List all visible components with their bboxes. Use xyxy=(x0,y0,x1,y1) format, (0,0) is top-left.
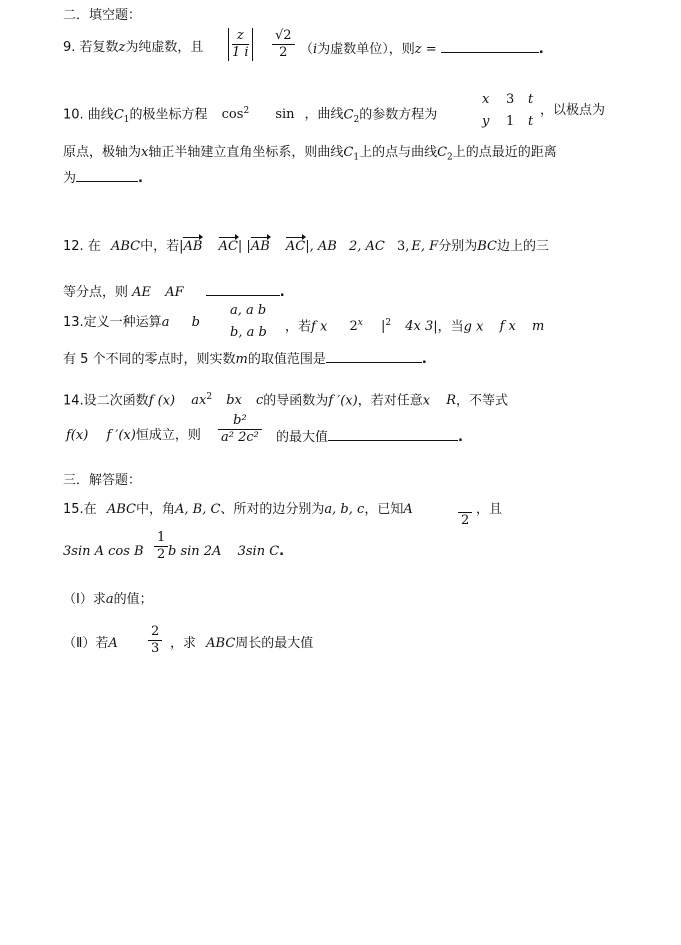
q10-c1: C xyxy=(113,107,124,123)
q15-eq-a: 3sin A cos B xyxy=(63,544,144,559)
q12-ae: AE xyxy=(132,285,152,300)
q13-p1: 2 xyxy=(349,319,358,335)
q14-tail xyxy=(276,428,463,446)
section-heading-fill-in: 二．填空题： xyxy=(63,8,142,23)
q12-t4: 边上的三 xyxy=(496,239,549,254)
q10-cos: cos xyxy=(221,107,244,123)
section-heading-answer: 三．解答题： xyxy=(63,473,142,488)
q10-sq: 2 xyxy=(243,106,250,116)
q13-p2: 2 xyxy=(385,318,392,328)
q13-end: . xyxy=(421,352,427,367)
q9-tail xyxy=(300,40,544,58)
q9-frac-num: z xyxy=(232,28,249,45)
q14-line2c: 恒成立，则 xyxy=(135,428,201,443)
q15-t2: 、所对的边分别为 xyxy=(220,502,325,517)
q10-t4: ，以极点为 xyxy=(540,103,606,118)
q15-t3: ，已知 xyxy=(364,502,404,517)
q15-part2A: A xyxy=(108,636,118,651)
q12-vec-ab: AB xyxy=(183,239,203,254)
q13-line2m: m xyxy=(235,352,248,367)
q15-t4: ，且 xyxy=(476,502,503,517)
q15-part2-num: 2 xyxy=(148,624,162,641)
q10-sys-1: 1 xyxy=(506,114,515,129)
q12-end: . xyxy=(279,285,285,300)
q14-end: . xyxy=(458,430,463,445)
q12-v3: 3, xyxy=(397,239,410,254)
q15-lead: 15.在 xyxy=(63,502,97,517)
q12-line2-text: 等分点，则 xyxy=(63,285,129,300)
q13-b: b xyxy=(191,315,200,330)
q15-eq-fraction xyxy=(154,530,168,563)
q13-g: g x xyxy=(463,319,484,335)
q9-end: . xyxy=(538,42,544,57)
q14-bx: bx xyxy=(226,393,242,409)
q10-param-system xyxy=(482,92,542,128)
q13-t1: ，若 xyxy=(285,319,312,335)
q12-line2 xyxy=(63,283,285,301)
q12-mid: | | xyxy=(237,239,251,254)
q10-sys-t: t xyxy=(528,92,534,107)
q15-A: A xyxy=(403,502,413,517)
q14-num: b² xyxy=(218,413,262,430)
q13-piecewise xyxy=(230,303,286,339)
q10-c1sub: 1 xyxy=(123,114,130,125)
q10-sys-t2: t xyxy=(528,114,534,129)
q10-sys-y: y xyxy=(482,114,490,129)
q15-fden: 2 xyxy=(461,513,470,528)
q15-t1: 中，角 xyxy=(135,502,175,517)
q15-angles: A, B, C xyxy=(174,502,221,517)
q10-line2b: 轴正半轴建立直角坐标系，则曲线 xyxy=(148,145,344,160)
q10-line2 xyxy=(63,145,557,166)
q12-t3: 分别为 xyxy=(438,239,478,254)
q12-bc: BC xyxy=(477,239,497,254)
q13-line2a: 有 5 个不同的零点时，则实数 xyxy=(63,352,236,367)
q15-part2abc: ABC xyxy=(206,636,236,651)
q13-f2: f x xyxy=(499,319,516,335)
q14-lead: 14.设二次函数 xyxy=(63,393,149,409)
q12-lead: 12. 在 xyxy=(63,239,101,254)
q10-t1: 的极坐标方程 xyxy=(129,107,208,123)
q9-answer-blank xyxy=(441,40,539,53)
q14-poly: ax xyxy=(191,393,207,409)
q13-rest xyxy=(285,315,544,335)
q14-line2 xyxy=(66,428,201,444)
q13-x: x xyxy=(357,318,363,328)
q15-part1v: a xyxy=(105,592,114,607)
q9-rhs-num: √2 xyxy=(272,28,295,45)
q10-lead: 10. 曲线 xyxy=(63,107,114,123)
q15-part1a: （Ⅰ）求 xyxy=(63,592,106,607)
q15-part2-rest xyxy=(170,636,313,652)
question-14 xyxy=(63,389,508,409)
q10-line2-c2sub: 2 xyxy=(447,152,453,163)
q14-line2b: f ′(x) xyxy=(106,428,136,443)
q10-line2a: 原点，极轴为 xyxy=(63,145,142,160)
q15-part2b: ，求 xyxy=(170,636,197,651)
q10-line2x: x xyxy=(141,145,149,160)
q15-eq-end: . xyxy=(279,544,285,559)
q10-c2sub: 2 xyxy=(353,114,360,125)
q15-equation xyxy=(63,544,144,560)
question-15 xyxy=(63,502,413,518)
q9-z: z xyxy=(118,40,126,55)
q14-r: R xyxy=(446,393,456,409)
q9-eq: = xyxy=(425,42,437,57)
q9-rhs-den: 2 xyxy=(279,45,288,60)
q12-af: AF xyxy=(165,285,184,300)
q12-answer-blank xyxy=(206,283,280,296)
q13-bot: b, a b xyxy=(230,325,267,340)
q15-part2 xyxy=(63,636,118,652)
q14-t3: ，不等式 xyxy=(455,393,508,409)
q13-t2: ，当 xyxy=(437,319,464,335)
q14-line2a: f(x) xyxy=(66,428,89,443)
q12-abc: ABC xyxy=(110,239,141,254)
q10-sys-3: 3 xyxy=(506,92,515,107)
q13-p3: 4x 3 xyxy=(405,319,434,335)
q14-sq: 2 xyxy=(206,392,213,402)
q15-sides: a, b, c xyxy=(324,502,365,517)
q12-t1: 中，若| xyxy=(140,239,184,254)
q12-t2: |, AB xyxy=(305,239,337,254)
q14-x: x xyxy=(422,393,431,409)
question-9 xyxy=(63,40,203,56)
q9-rhs-fraction xyxy=(272,28,295,61)
q15-part1 xyxy=(63,592,153,608)
q9-z2: z xyxy=(414,42,422,57)
q10-c2: C xyxy=(343,107,354,123)
q12-ef: E, F xyxy=(411,239,439,254)
q15-abc: ABC xyxy=(106,502,136,517)
q15-part2-den: 3 xyxy=(151,641,160,656)
q15-frac xyxy=(458,496,472,529)
q15-part1b: 的值； xyxy=(113,592,153,607)
q9-i: i xyxy=(313,42,318,57)
q14-den: a² 2c² xyxy=(221,430,259,445)
q10-answer-blank xyxy=(76,169,138,182)
q15-eq-b: b sin 2A xyxy=(168,544,222,559)
q12-vec-ab2: AB xyxy=(250,239,270,254)
q13-line2b: 的取值范围是 xyxy=(247,352,326,367)
q10-line2d: 上的点最近的距离 xyxy=(452,145,557,160)
q12-vec-ac: AC xyxy=(218,239,238,254)
q14-c: c xyxy=(256,393,264,409)
q10-sys-x: x xyxy=(482,92,490,107)
q9-paren: （ xyxy=(300,42,314,57)
q13-bar2: | xyxy=(433,319,438,335)
q9-lead: 9. 若复数 xyxy=(63,40,119,55)
q9-note: 为虚数单位），则 xyxy=(317,42,415,57)
q9-abs-fraction xyxy=(228,28,253,61)
q15-part2-fraction xyxy=(148,624,162,657)
q10-line2-c1: C xyxy=(343,145,354,160)
question-12 xyxy=(63,239,549,255)
q10-t2: ，曲线 xyxy=(304,107,344,123)
question-10 xyxy=(63,103,437,128)
q10-sin: sin xyxy=(275,107,295,123)
q10-end: . xyxy=(138,171,143,186)
q10-line3 xyxy=(63,169,143,187)
q14-answer-blank xyxy=(328,428,458,441)
question-13 xyxy=(63,315,200,331)
q13-f: f x xyxy=(311,319,328,335)
q13-lead: 13.定义一种运算 xyxy=(63,315,162,330)
q14-fx: f (x) xyxy=(148,393,176,409)
q15-part2a: （Ⅱ）若 xyxy=(63,636,109,651)
q12-v2: 2, AC xyxy=(349,239,385,254)
q14-fpx: f ′(x) xyxy=(328,393,358,409)
q15-eq-num: 1 xyxy=(154,530,168,547)
q15-part2c: 周长的最大值 xyxy=(235,636,314,651)
q13-bar: | xyxy=(380,319,386,335)
q14-line2d: 的最大值 xyxy=(276,430,329,445)
q14-fraction xyxy=(218,413,262,446)
q15-eq-rest xyxy=(168,544,284,560)
q14-t1: 的导函数为 xyxy=(263,393,329,409)
q13-answer-blank xyxy=(326,350,422,363)
q10-line2-c2: C xyxy=(437,145,448,160)
q10-line3-text: 为 xyxy=(63,171,77,186)
q12-vec-ac2: AC xyxy=(285,239,306,254)
q10-line2c: 上的点与曲线 xyxy=(359,145,438,160)
q15-eq-den: 2 xyxy=(157,547,166,562)
q10-line2-c1sub: 1 xyxy=(353,152,360,163)
q13-top: a, a b xyxy=(230,303,267,318)
q9-mid: 为纯虚数，且 xyxy=(125,40,204,55)
q9-frac-den: 1 i xyxy=(232,45,249,60)
q14-t2: ，若对任意 xyxy=(357,393,423,409)
q13-m: m xyxy=(531,319,545,335)
q13-a: a xyxy=(161,315,170,330)
q13-line2 xyxy=(63,350,427,368)
q10-t3: 的参数方程为 xyxy=(359,107,438,123)
q15-eq-c: 3sin C xyxy=(237,544,280,559)
